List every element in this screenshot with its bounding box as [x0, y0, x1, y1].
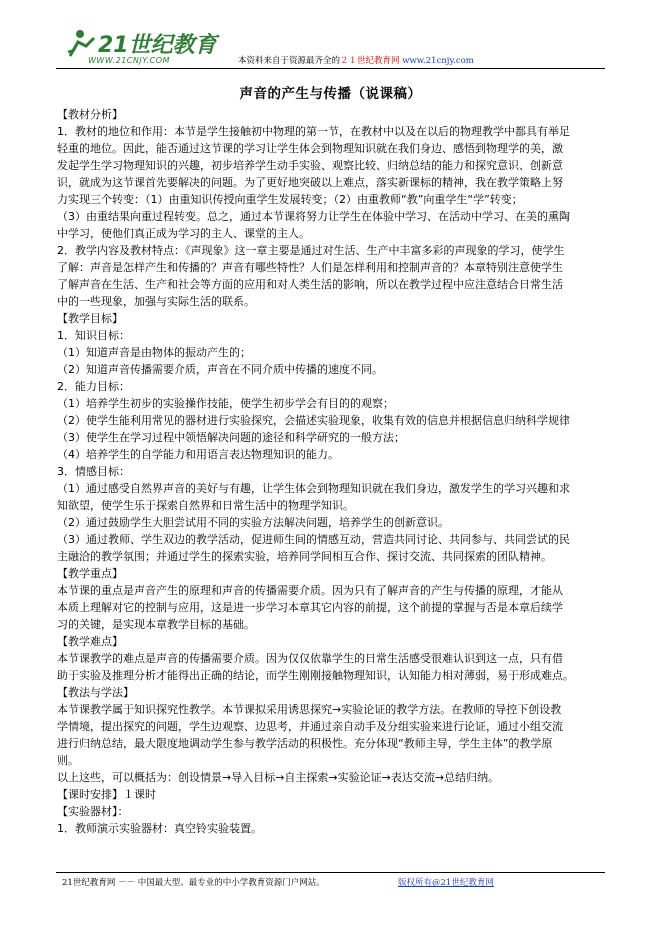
header-site-url[interactable]: www.21cnjy.com: [402, 56, 474, 66]
text-line: 2．教学内容及教材特点：《声现象》这一章主要是通过对生活、生产中丰富多彩的声现象的学习，使学生: [57, 244, 565, 257]
text-line: 2．能力目标：: [57, 380, 130, 393]
text-line: （4）培养学生的自学能力和用语言表达物理知识的能力。: [57, 448, 339, 461]
text-line: 则。: [57, 754, 79, 767]
text-line: 力实现三个转变：（1）由重知识传授向重学生发展转变；（2）由重教师“教”向重学生“学”转变；: [57, 193, 523, 206]
text-line: （1）知道声音是由物体的振动产生的；: [57, 346, 251, 359]
text-line: 轻重的地位。因此，能否通过这节课的学习让学生体会到物理知识就在我们身边、感悟到物理学的美，激: [57, 142, 563, 155]
text-line: （2）知道声音传播需要介质，声音在不同介质中传播的速度不同。: [57, 363, 383, 376]
text-line: （1）培养学生初步的实验操作技能，使学生初步学会有目的的观察；: [57, 397, 394, 410]
footer-divider: [56, 872, 605, 873]
document-body: [57, 106, 609, 837]
text-line: （3）由重结果向重过程转变。总之，通过本节课将努力让学生在体验中学习、在活动中学习、在美的熏陶: [57, 210, 570, 223]
header-site-name[interactable]: ２１世纪教育网: [340, 56, 400, 66]
text-line: 3．情感目标：: [57, 465, 130, 478]
text-line: 识，就成为这节课首先要解决的问题。为了更好地突破以上难点，落实新课标的精神，我在教学策略上努: [57, 176, 563, 189]
logo-url: WWW.21CNJY.COM: [88, 56, 170, 65]
section-heading: 【教材分析】: [57, 108, 123, 121]
text-line: （2）通过鼓励学生大胆尝试用不同的实验方法解决问题，培养学生的创新意识。: [57, 516, 449, 529]
section-heading: 【课时安排】１课时: [57, 788, 156, 801]
text-line: （1）通过感受自然界声音的美好与有趣，让学生体会到物理知识就在我们身边，激发学生的学习兴趣和求: [57, 482, 570, 495]
text-line: （3）使学生在学习过程中领悟解决问题的途径和科学研究的一般方法；: [57, 431, 405, 444]
section-heading: 【教法与学法】: [57, 686, 134, 699]
document-title: 声音的产生与传播（说课稿）: [239, 86, 422, 102]
logo-runner-head: [76, 30, 84, 38]
logo-text: 21世纪教育: [98, 33, 217, 58]
logo-runner-body: [70, 38, 94, 56]
section-heading: 【教学重点】: [57, 567, 123, 580]
section-heading: 【教学难点】: [57, 635, 123, 648]
text-line: 本节课教学属于知识探究性教学。本节课拟采用诱思探究→实验论证的教学方法。在教师的导控下创设教: [57, 703, 562, 716]
header-divider: [56, 68, 605, 69]
section-heading: 【实验器材】：: [57, 805, 129, 818]
section-heading: 【教学目标】: [57, 312, 123, 325]
text-line: 进行归纳总结，最大限度地调动学生参与教学活动的积极性。充分体现“教师主导，学生主体”的教学原: [57, 737, 553, 750]
text-line: （3）通过教师、学生双边的教学活动，促进师生间的情感互动，营造共同讨论、共同参与、共同尝试的民: [57, 533, 570, 546]
text-line: 习的关键，是实现本章教学目标的基础。: [57, 618, 255, 631]
text-line: 主融洽的教学氛围；并通过学生的探索实验，培养同学间相互合作、探讨交流、共同探索的团队精神。: [57, 550, 552, 563]
text-line: 了解声音在生活、生产和社会等方面的应用和对人类生活的影响，所以在教学过程中应注意结合日常生活: [57, 278, 563, 291]
text-line: 中的一些现象，加强与实际生活的联系。: [57, 295, 255, 308]
text-line: 1．教材的地位和作用：本节是学生接触初中物理的第一节，在教材中以及在以后的物理教学中都具有举足: [57, 125, 570, 138]
text-line: 1．教师演示实验器材：真空铃实验装置。: [57, 822, 262, 835]
text-line: 本质上理解对它的控制与应用，这是进一步学习本章其它内容的前提，这个前提的掌握与否是本章后续学: [57, 601, 563, 614]
text-line: 中学习，使他们真正成为学习的主人、课堂的主人。: [57, 227, 310, 240]
footer-copyright-link[interactable]: 版权所有@21世纪教育网: [398, 878, 494, 888]
text-line: 助于实验及推理分析才能得出正确的结论，而学生刚刚接触物理知识，认知能力相对薄弱，易于形成难点。: [57, 669, 574, 682]
text-line: 发起学生学习物理知识的兴趣，初步培养学生动手实验、观察比较、归纳总结的能力和探究意识、创新意: [57, 159, 563, 172]
text-line: 了解：声音是怎样产生和传播的？声音有哪些特性？人们是怎样利用和控制声音的？本章特别注意使学生: [57, 261, 563, 274]
text-line: （2）使学生能利用常见的器材进行实验探究，会描述实验现象，收集有效的信息并根据信息归纳科学规律: [57, 414, 570, 427]
text-line: 学情境，提出探究的问题，学生边观察、边思考，并通过亲自动手及分组实验来进行论证，通过小组交流: [57, 720, 563, 733]
text-line: 本节课教学的难点是声音的传播需要介质。因为仅仅依靠学生的日常生活感受很难认识到这一点，只有借: [57, 652, 563, 665]
footer-note: 21世纪教育网 －－ 中国最大型、最专业的中小学教育资源门户网站。: [62, 878, 325, 888]
text-line: 知欲望，使学生乐于探索自然界和日常生活中的物理学知识。: [57, 499, 354, 512]
text-line: 本节课的重点是声音产生的原理和声音的传播需要介质。因为只有了解声音的产生与传播的原理，才能从: [57, 584, 563, 597]
header-tagline: 本资料来自于资源最齐全的２１世纪教育网 www.21cnjy.com: [238, 56, 474, 66]
text-line: 以上这些，可以概括为：创设情景→导入目标→自主探索→实验论证→表达交流→总结归纳。: [57, 771, 500, 784]
text-line: 1．知识目标：: [57, 329, 130, 342]
